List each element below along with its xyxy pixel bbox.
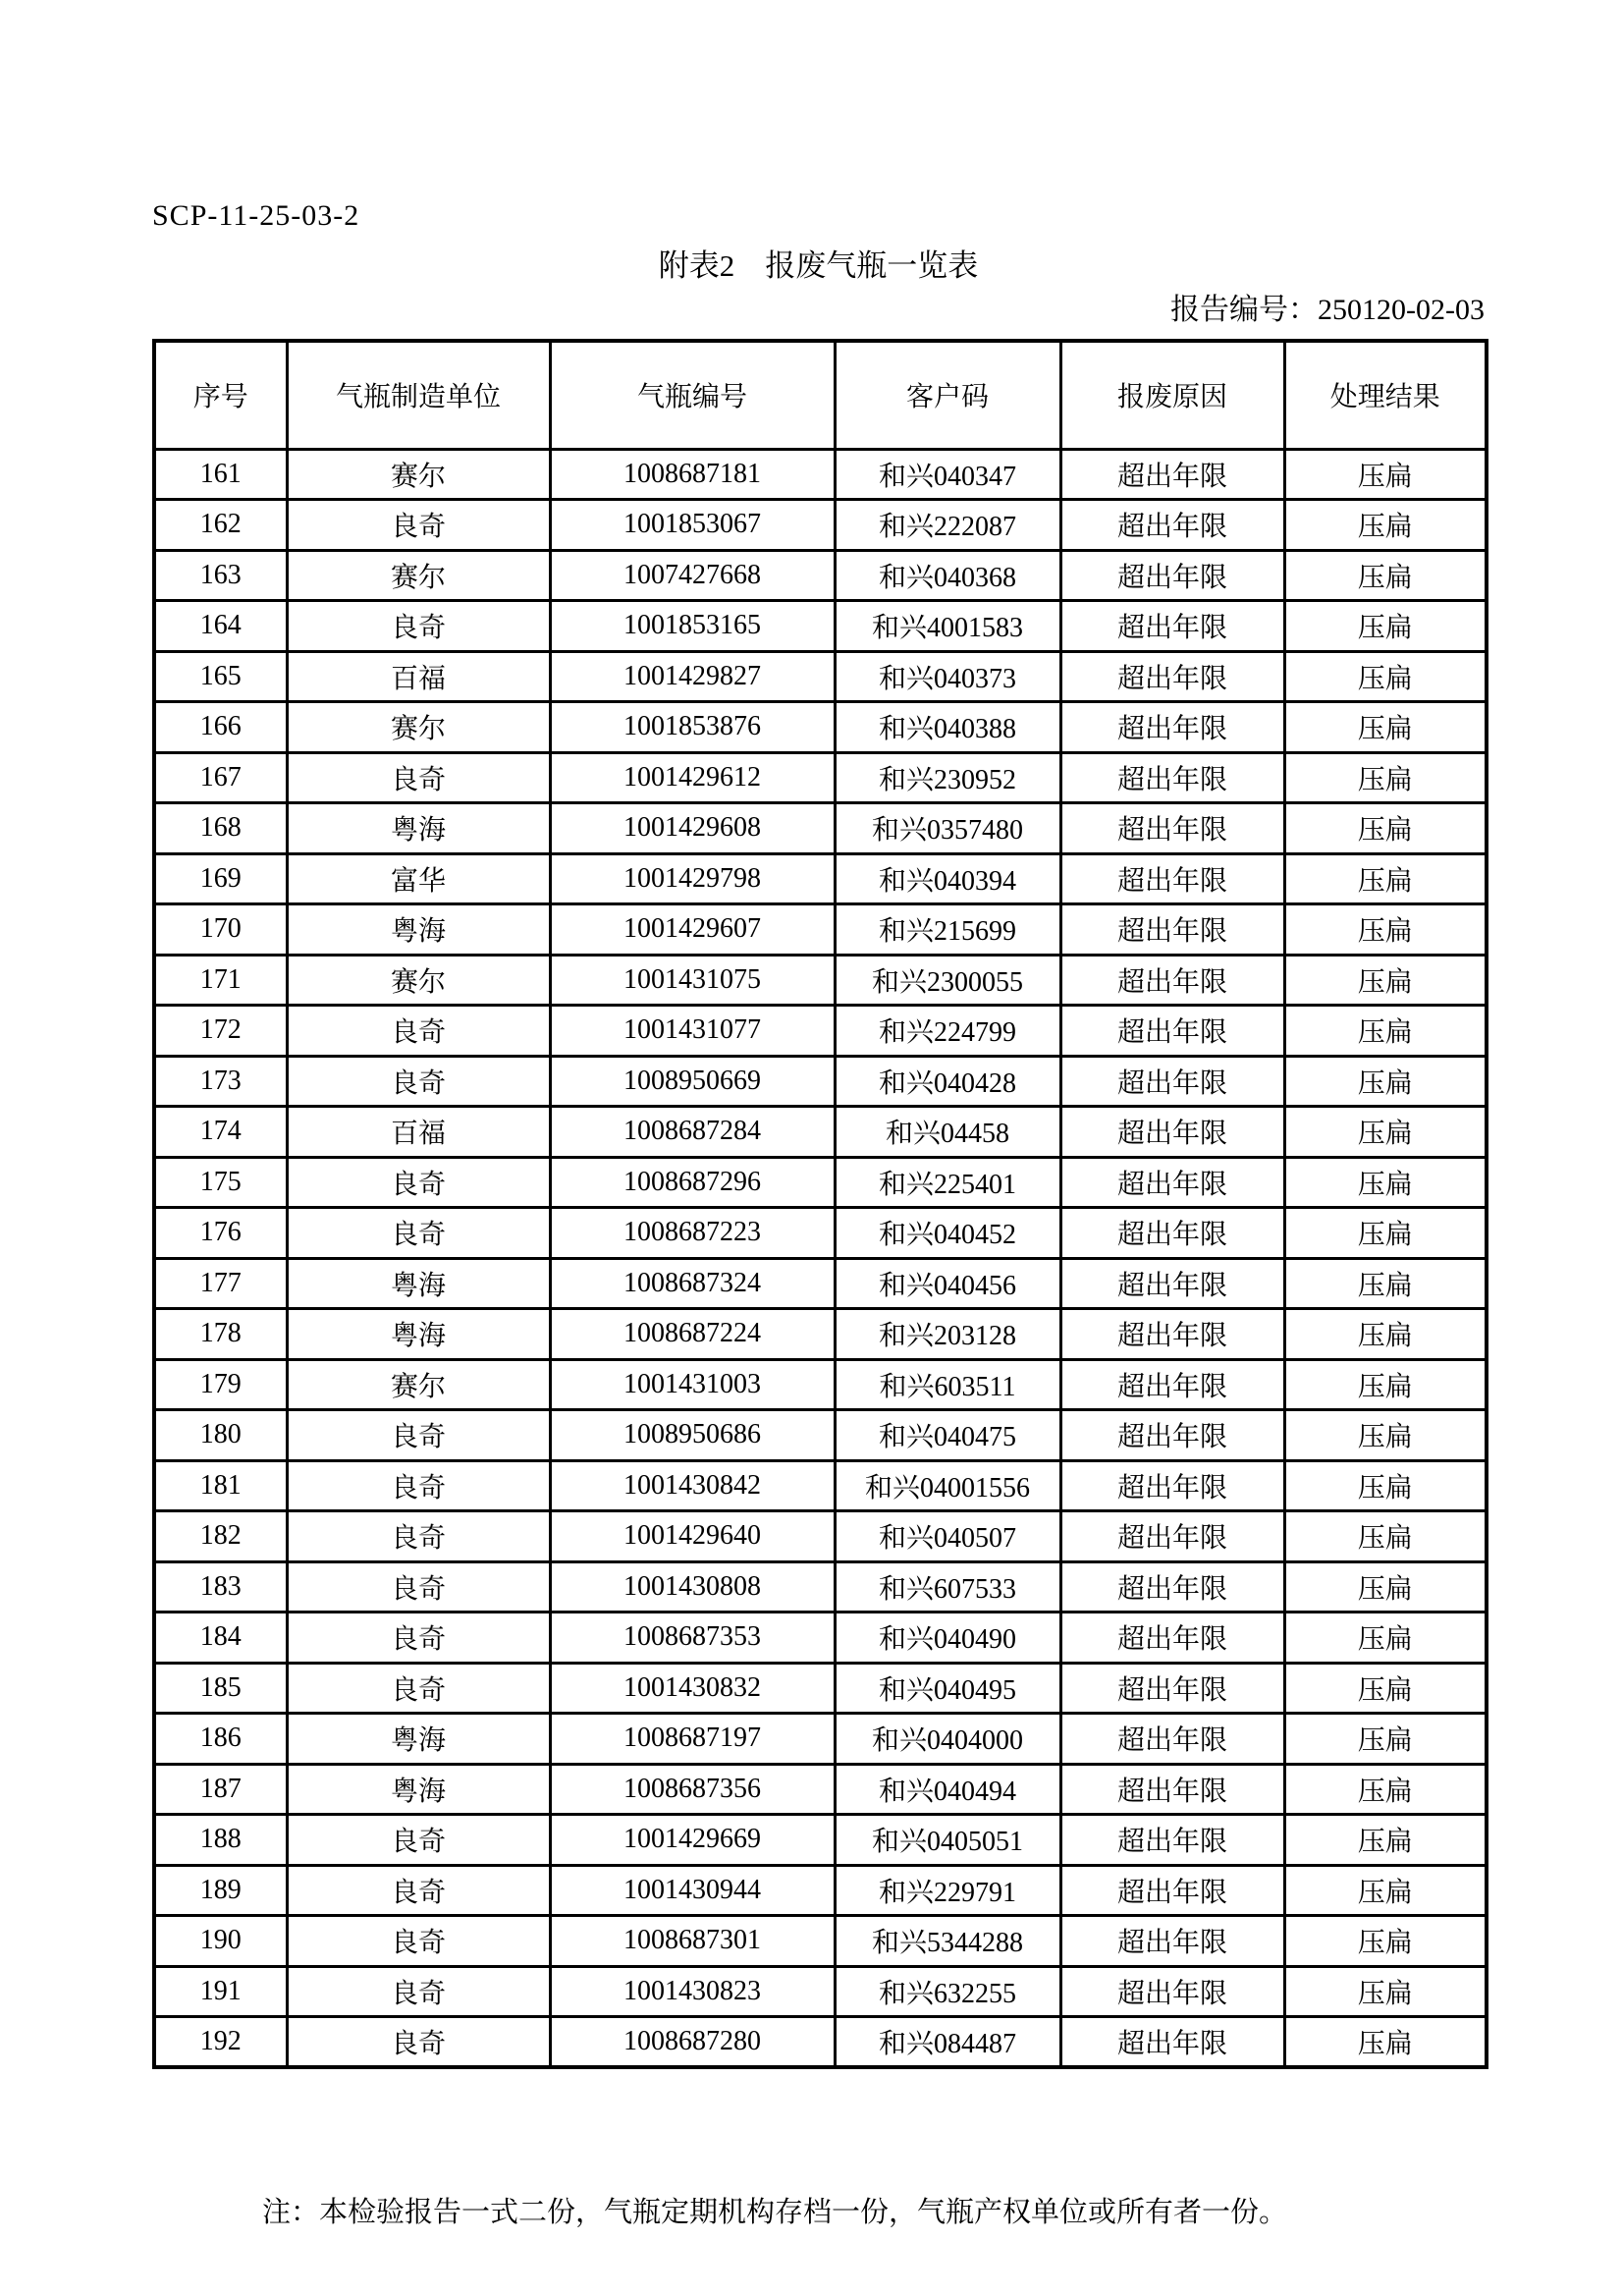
cell-result: 压扁 [1284, 702, 1487, 753]
cell-cylinder-no: 1001429827 [550, 651, 835, 702]
cell-customer-code: 和兴040394 [835, 853, 1060, 904]
cell-scrap-reason: 超出年限 [1060, 2017, 1284, 2068]
table-row [154, 651, 1487, 702]
cell-result: 压扁 [1284, 955, 1487, 1006]
cell-customer-code: 和兴04458 [835, 1107, 1060, 1158]
table-header-row [154, 341, 1487, 449]
cell-scrap-reason: 超出年限 [1060, 1865, 1284, 1916]
cell-manufacturer: 良奇 [287, 1157, 550, 1208]
cell-result: 压扁 [1284, 1561, 1487, 1613]
cell-manufacturer: 良奇 [287, 1815, 550, 1866]
report-number-value: 250120-02-03 [1318, 294, 1485, 326]
cell-result: 压扁 [1284, 500, 1487, 551]
doc-code: SCP-11-25-03-2 [152, 199, 360, 232]
header-seq: 序号 [154, 341, 287, 449]
cell-seq: 185 [154, 1663, 287, 1714]
cell-cylinder-no: 1001431003 [550, 1359, 835, 1410]
cell-manufacturer: 良奇 [287, 1916, 550, 1967]
cell-manufacturer: 良奇 [287, 1410, 550, 1461]
cell-scrap-reason: 超出年限 [1060, 1916, 1284, 1967]
cell-customer-code: 和兴4001583 [835, 601, 1060, 652]
cell-customer-code: 和兴0404000 [835, 1714, 1060, 1765]
cell-cylinder-no: 1001429798 [550, 853, 835, 904]
table-row [154, 1663, 1487, 1714]
cell-scrap-reason: 超出年限 [1060, 1815, 1284, 1866]
cell-manufacturer: 良奇 [287, 1460, 550, 1511]
cell-manufacturer: 良奇 [287, 752, 550, 803]
cell-manufacturer: 赛尔 [287, 955, 550, 1006]
report-number-label: 报告编号： [1170, 294, 1319, 326]
cell-manufacturer: 良奇 [287, 601, 550, 652]
cell-scrap-reason: 超出年限 [1060, 1157, 1284, 1208]
cell-scrap-reason: 超出年限 [1060, 1561, 1284, 1613]
cell-customer-code: 和兴040475 [835, 1410, 1060, 1461]
cell-scrap-reason: 超出年限 [1060, 601, 1284, 652]
cell-cylinder-no: 1001429669 [550, 1815, 835, 1866]
cell-seq: 184 [154, 1613, 287, 1664]
report-number-line [152, 285, 1485, 328]
cell-result: 压扁 [1284, 803, 1487, 854]
header-customer-code: 客户码 [835, 341, 1060, 449]
cell-manufacturer: 粤海 [287, 1258, 550, 1309]
cell-cylinder-no: 1008687353 [550, 1613, 835, 1664]
cell-seq: 181 [154, 1460, 287, 1511]
cell-result: 压扁 [1284, 1006, 1487, 1057]
cell-cylinder-no: 1001429640 [550, 1511, 835, 1562]
cell-result: 压扁 [1284, 853, 1487, 904]
cell-result: 压扁 [1284, 601, 1487, 652]
cell-manufacturer: 良奇 [287, 1966, 550, 2017]
cell-scrap-reason: 超出年限 [1060, 1764, 1284, 1815]
cell-seq: 188 [154, 1815, 287, 1866]
table-row [154, 1359, 1487, 1410]
cell-scrap-reason: 超出年限 [1060, 1309, 1284, 1360]
cell-scrap-reason: 超出年限 [1060, 550, 1284, 601]
table-row [154, 702, 1487, 753]
cell-seq: 180 [154, 1410, 287, 1461]
cell-cylinder-no: 1008687301 [550, 1916, 835, 1967]
table-row [154, 601, 1487, 652]
cell-scrap-reason: 超出年限 [1060, 1511, 1284, 1562]
cell-result: 压扁 [1284, 1359, 1487, 1410]
cell-manufacturer: 良奇 [287, 1006, 550, 1057]
header-scrap-reason: 报废原因 [1060, 341, 1284, 449]
cell-scrap-reason: 超出年限 [1060, 1460, 1284, 1511]
table-row [154, 1056, 1487, 1107]
cell-scrap-reason: 超出年限 [1060, 1107, 1284, 1158]
cell-result: 压扁 [1284, 904, 1487, 956]
cell-scrap-reason: 超出年限 [1060, 1258, 1284, 1309]
cell-seq: 167 [154, 752, 287, 803]
cell-manufacturer: 良奇 [287, 500, 550, 551]
cell-result: 压扁 [1284, 1966, 1487, 2017]
cell-seq: 166 [154, 702, 287, 753]
table-row [154, 1258, 1487, 1309]
cell-cylinder-no: 1001853067 [550, 500, 835, 551]
cell-cylinder-no: 1001430832 [550, 1663, 835, 1714]
cell-manufacturer: 良奇 [287, 1208, 550, 1259]
table-row [154, 1309, 1487, 1360]
cell-manufacturer: 赛尔 [287, 449, 550, 500]
cell-result: 压扁 [1284, 1865, 1487, 1916]
table-row [154, 955, 1487, 1006]
cell-seq: 173 [154, 1056, 287, 1107]
cell-scrap-reason: 超出年限 [1060, 1006, 1284, 1057]
table-row [154, 2017, 1487, 2068]
cell-result: 压扁 [1284, 1714, 1487, 1765]
cell-cylinder-no: 1001431075 [550, 955, 835, 1006]
cell-manufacturer: 赛尔 [287, 550, 550, 601]
table-row [154, 1865, 1487, 1916]
cell-manufacturer: 百福 [287, 651, 550, 702]
cell-scrap-reason: 超出年限 [1060, 500, 1284, 551]
table-row [154, 1613, 1487, 1664]
cell-manufacturer: 良奇 [287, 1613, 550, 1664]
cell-result: 压扁 [1284, 1107, 1487, 1158]
cell-scrap-reason: 超出年限 [1060, 651, 1284, 702]
header-manufacturer: 气瓶制造单位 [287, 341, 550, 449]
cell-seq: 162 [154, 500, 287, 551]
cell-manufacturer: 良奇 [287, 1865, 550, 1916]
cell-cylinder-no: 1008950686 [550, 1410, 835, 1461]
cell-seq: 183 [154, 1561, 287, 1613]
table-row [154, 1208, 1487, 1259]
cell-customer-code: 和兴040368 [835, 550, 1060, 601]
cell-scrap-reason: 超出年限 [1060, 1663, 1284, 1714]
page-title: 附表2 报废气瓶一览表 [658, 248, 979, 283]
cell-result: 压扁 [1284, 752, 1487, 803]
table-row [154, 803, 1487, 854]
table-row [154, 500, 1487, 551]
cell-cylinder-no: 1008687356 [550, 1764, 835, 1815]
cell-manufacturer: 良奇 [287, 1663, 550, 1714]
cell-cylinder-no: 1008950669 [550, 1056, 835, 1107]
cell-customer-code: 和兴040373 [835, 651, 1060, 702]
table-row [154, 853, 1487, 904]
cell-customer-code: 和兴040456 [835, 1258, 1060, 1309]
cell-scrap-reason: 超出年限 [1060, 752, 1284, 803]
cell-result: 压扁 [1284, 1258, 1487, 1309]
cell-result: 压扁 [1284, 1916, 1487, 1967]
cell-cylinder-no: 1001853876 [550, 702, 835, 753]
cell-result: 压扁 [1284, 2017, 1487, 2068]
cell-customer-code: 和兴225401 [835, 1157, 1060, 1208]
cell-scrap-reason: 超出年限 [1060, 1613, 1284, 1664]
cell-cylinder-no: 1007427668 [550, 550, 835, 601]
table-row [154, 752, 1487, 803]
cell-cylinder-no: 1008687181 [550, 449, 835, 500]
cell-cylinder-no: 1008687324 [550, 1258, 835, 1309]
cell-scrap-reason: 超出年限 [1060, 955, 1284, 1006]
cell-seq: 179 [154, 1359, 287, 1410]
cell-cylinder-no: 1008687224 [550, 1309, 835, 1360]
cell-scrap-reason: 超出年限 [1060, 803, 1284, 854]
cell-scrap-reason: 超出年限 [1060, 449, 1284, 500]
cell-customer-code: 和兴040452 [835, 1208, 1060, 1259]
table-row [154, 1764, 1487, 1815]
cell-customer-code: 和兴230952 [835, 752, 1060, 803]
cell-manufacturer: 粤海 [287, 803, 550, 854]
cell-customer-code: 和兴040428 [835, 1056, 1060, 1107]
cell-customer-code: 和兴229791 [835, 1865, 1060, 1916]
cell-manufacturer: 粤海 [287, 1714, 550, 1765]
cell-seq: 165 [154, 651, 287, 702]
cell-result: 压扁 [1284, 1309, 1487, 1360]
cell-seq: 178 [154, 1309, 287, 1360]
cell-seq: 177 [154, 1258, 287, 1309]
cell-customer-code: 和兴632255 [835, 1966, 1060, 2017]
cell-manufacturer: 粤海 [287, 904, 550, 956]
cell-cylinder-no: 1001429612 [550, 752, 835, 803]
cell-customer-code: 和兴040507 [835, 1511, 1060, 1562]
cell-seq: 187 [154, 1764, 287, 1815]
table-row [154, 1916, 1487, 1967]
cell-result: 压扁 [1284, 651, 1487, 702]
cell-result: 压扁 [1284, 1410, 1487, 1461]
cell-customer-code: 和兴04001556 [835, 1460, 1060, 1511]
table-row [154, 1006, 1487, 1057]
cell-manufacturer: 良奇 [287, 1511, 550, 1562]
cell-cylinder-no: 1008687296 [550, 1157, 835, 1208]
cell-result: 压扁 [1284, 1764, 1487, 1815]
table-row [154, 1460, 1487, 1511]
cell-seq: 175 [154, 1157, 287, 1208]
cell-cylinder-no: 1008687284 [550, 1107, 835, 1158]
cell-seq: 186 [154, 1714, 287, 1765]
cell-seq: 168 [154, 803, 287, 854]
cell-seq: 164 [154, 601, 287, 652]
cell-cylinder-no: 1008687280 [550, 2017, 835, 2068]
cell-customer-code: 和兴603511 [835, 1359, 1060, 1410]
header-cylinder-no: 气瓶编号 [550, 341, 835, 449]
cell-cylinder-no: 1001853165 [550, 601, 835, 652]
cell-customer-code: 和兴607533 [835, 1561, 1060, 1613]
table-row [154, 1157, 1487, 1208]
cell-cylinder-no: 1001431077 [550, 1006, 835, 1057]
table-row [154, 1410, 1487, 1461]
table-row [154, 1966, 1487, 2017]
cell-cylinder-no: 1008687197 [550, 1714, 835, 1765]
cell-seq: 192 [154, 2017, 287, 2068]
cell-cylinder-no: 1001430842 [550, 1460, 835, 1511]
cell-manufacturer: 富华 [287, 853, 550, 904]
cell-result: 压扁 [1284, 550, 1487, 601]
table-row [154, 904, 1487, 956]
cell-scrap-reason: 超出年限 [1060, 853, 1284, 904]
table-row [154, 1561, 1487, 1613]
cell-customer-code: 和兴0405051 [835, 1815, 1060, 1866]
cell-seq: 189 [154, 1865, 287, 1916]
cell-seq: 170 [154, 904, 287, 956]
cell-scrap-reason: 超出年限 [1060, 1966, 1284, 2017]
cell-seq: 169 [154, 853, 287, 904]
cell-scrap-reason: 超出年限 [1060, 1208, 1284, 1259]
cell-scrap-reason: 超出年限 [1060, 1714, 1284, 1765]
cell-manufacturer: 良奇 [287, 2017, 550, 2068]
cell-customer-code: 和兴040495 [835, 1663, 1060, 1714]
cell-manufacturer: 赛尔 [287, 1359, 550, 1410]
cell-customer-code: 和兴215699 [835, 904, 1060, 956]
header-result: 处理结果 [1284, 341, 1487, 449]
cell-seq: 191 [154, 1966, 287, 2017]
cell-cylinder-no: 1001429608 [550, 803, 835, 854]
table-row [154, 1714, 1487, 1765]
cell-scrap-reason: 超出年限 [1060, 1410, 1284, 1461]
cell-cylinder-no: 1001430808 [550, 1561, 835, 1613]
cell-result: 压扁 [1284, 449, 1487, 500]
cell-scrap-reason: 超出年限 [1060, 1359, 1284, 1410]
cell-cylinder-no: 1008687223 [550, 1208, 835, 1259]
cell-result: 压扁 [1284, 1511, 1487, 1562]
cell-seq: 161 [154, 449, 287, 500]
cell-scrap-reason: 超出年限 [1060, 1056, 1284, 1107]
cell-manufacturer: 粤海 [287, 1764, 550, 1815]
cell-seq: 174 [154, 1107, 287, 1158]
scrapped-cylinder-table [152, 339, 1488, 2069]
cell-cylinder-no: 1001430823 [550, 1966, 835, 2017]
footer-note: 注：本检验报告一式二份，气瓶定期机构存档一份，气瓶产权单位或所有者一份。 [262, 2197, 1288, 2228]
cell-customer-code: 和兴203128 [835, 1309, 1060, 1360]
cell-cylinder-no: 1001430944 [550, 1865, 835, 1916]
table-row [154, 1815, 1487, 1866]
cell-scrap-reason: 超出年限 [1060, 904, 1284, 956]
cell-customer-code: 和兴222087 [835, 500, 1060, 551]
cell-manufacturer: 粤海 [287, 1309, 550, 1360]
cell-customer-code: 和兴040388 [835, 702, 1060, 753]
cell-seq: 190 [154, 1916, 287, 1967]
table-row [154, 1511, 1487, 1562]
cell-manufacturer: 赛尔 [287, 702, 550, 753]
cell-customer-code: 和兴040494 [835, 1764, 1060, 1815]
cell-customer-code: 和兴5344288 [835, 1916, 1060, 1967]
cell-customer-code: 和兴084487 [835, 2017, 1060, 2068]
cell-seq: 163 [154, 550, 287, 601]
cell-seq: 176 [154, 1208, 287, 1259]
cell-manufacturer: 良奇 [287, 1561, 550, 1613]
cell-result: 压扁 [1284, 1208, 1487, 1259]
cell-customer-code: 和兴040490 [835, 1613, 1060, 1664]
cell-result: 压扁 [1284, 1460, 1487, 1511]
cell-result: 压扁 [1284, 1157, 1487, 1208]
cell-manufacturer: 良奇 [287, 1056, 550, 1107]
table-row [154, 449, 1487, 500]
cell-seq: 172 [154, 1006, 287, 1057]
cell-result: 压扁 [1284, 1056, 1487, 1107]
cell-result: 压扁 [1284, 1663, 1487, 1714]
cell-scrap-reason: 超出年限 [1060, 702, 1284, 753]
cell-result: 压扁 [1284, 1815, 1487, 1866]
cell-customer-code: 和兴040347 [835, 449, 1060, 500]
cell-customer-code: 和兴2300055 [835, 955, 1060, 1006]
cell-manufacturer: 百福 [287, 1107, 550, 1158]
cell-customer-code: 和兴224799 [835, 1006, 1060, 1057]
cell-cylinder-no: 1001429607 [550, 904, 835, 956]
cell-seq: 182 [154, 1511, 287, 1562]
table-row [154, 1107, 1487, 1158]
cell-seq: 171 [154, 955, 287, 1006]
cell-customer-code: 和兴0357480 [835, 803, 1060, 854]
cell-result: 压扁 [1284, 1613, 1487, 1664]
table-row [154, 550, 1487, 601]
